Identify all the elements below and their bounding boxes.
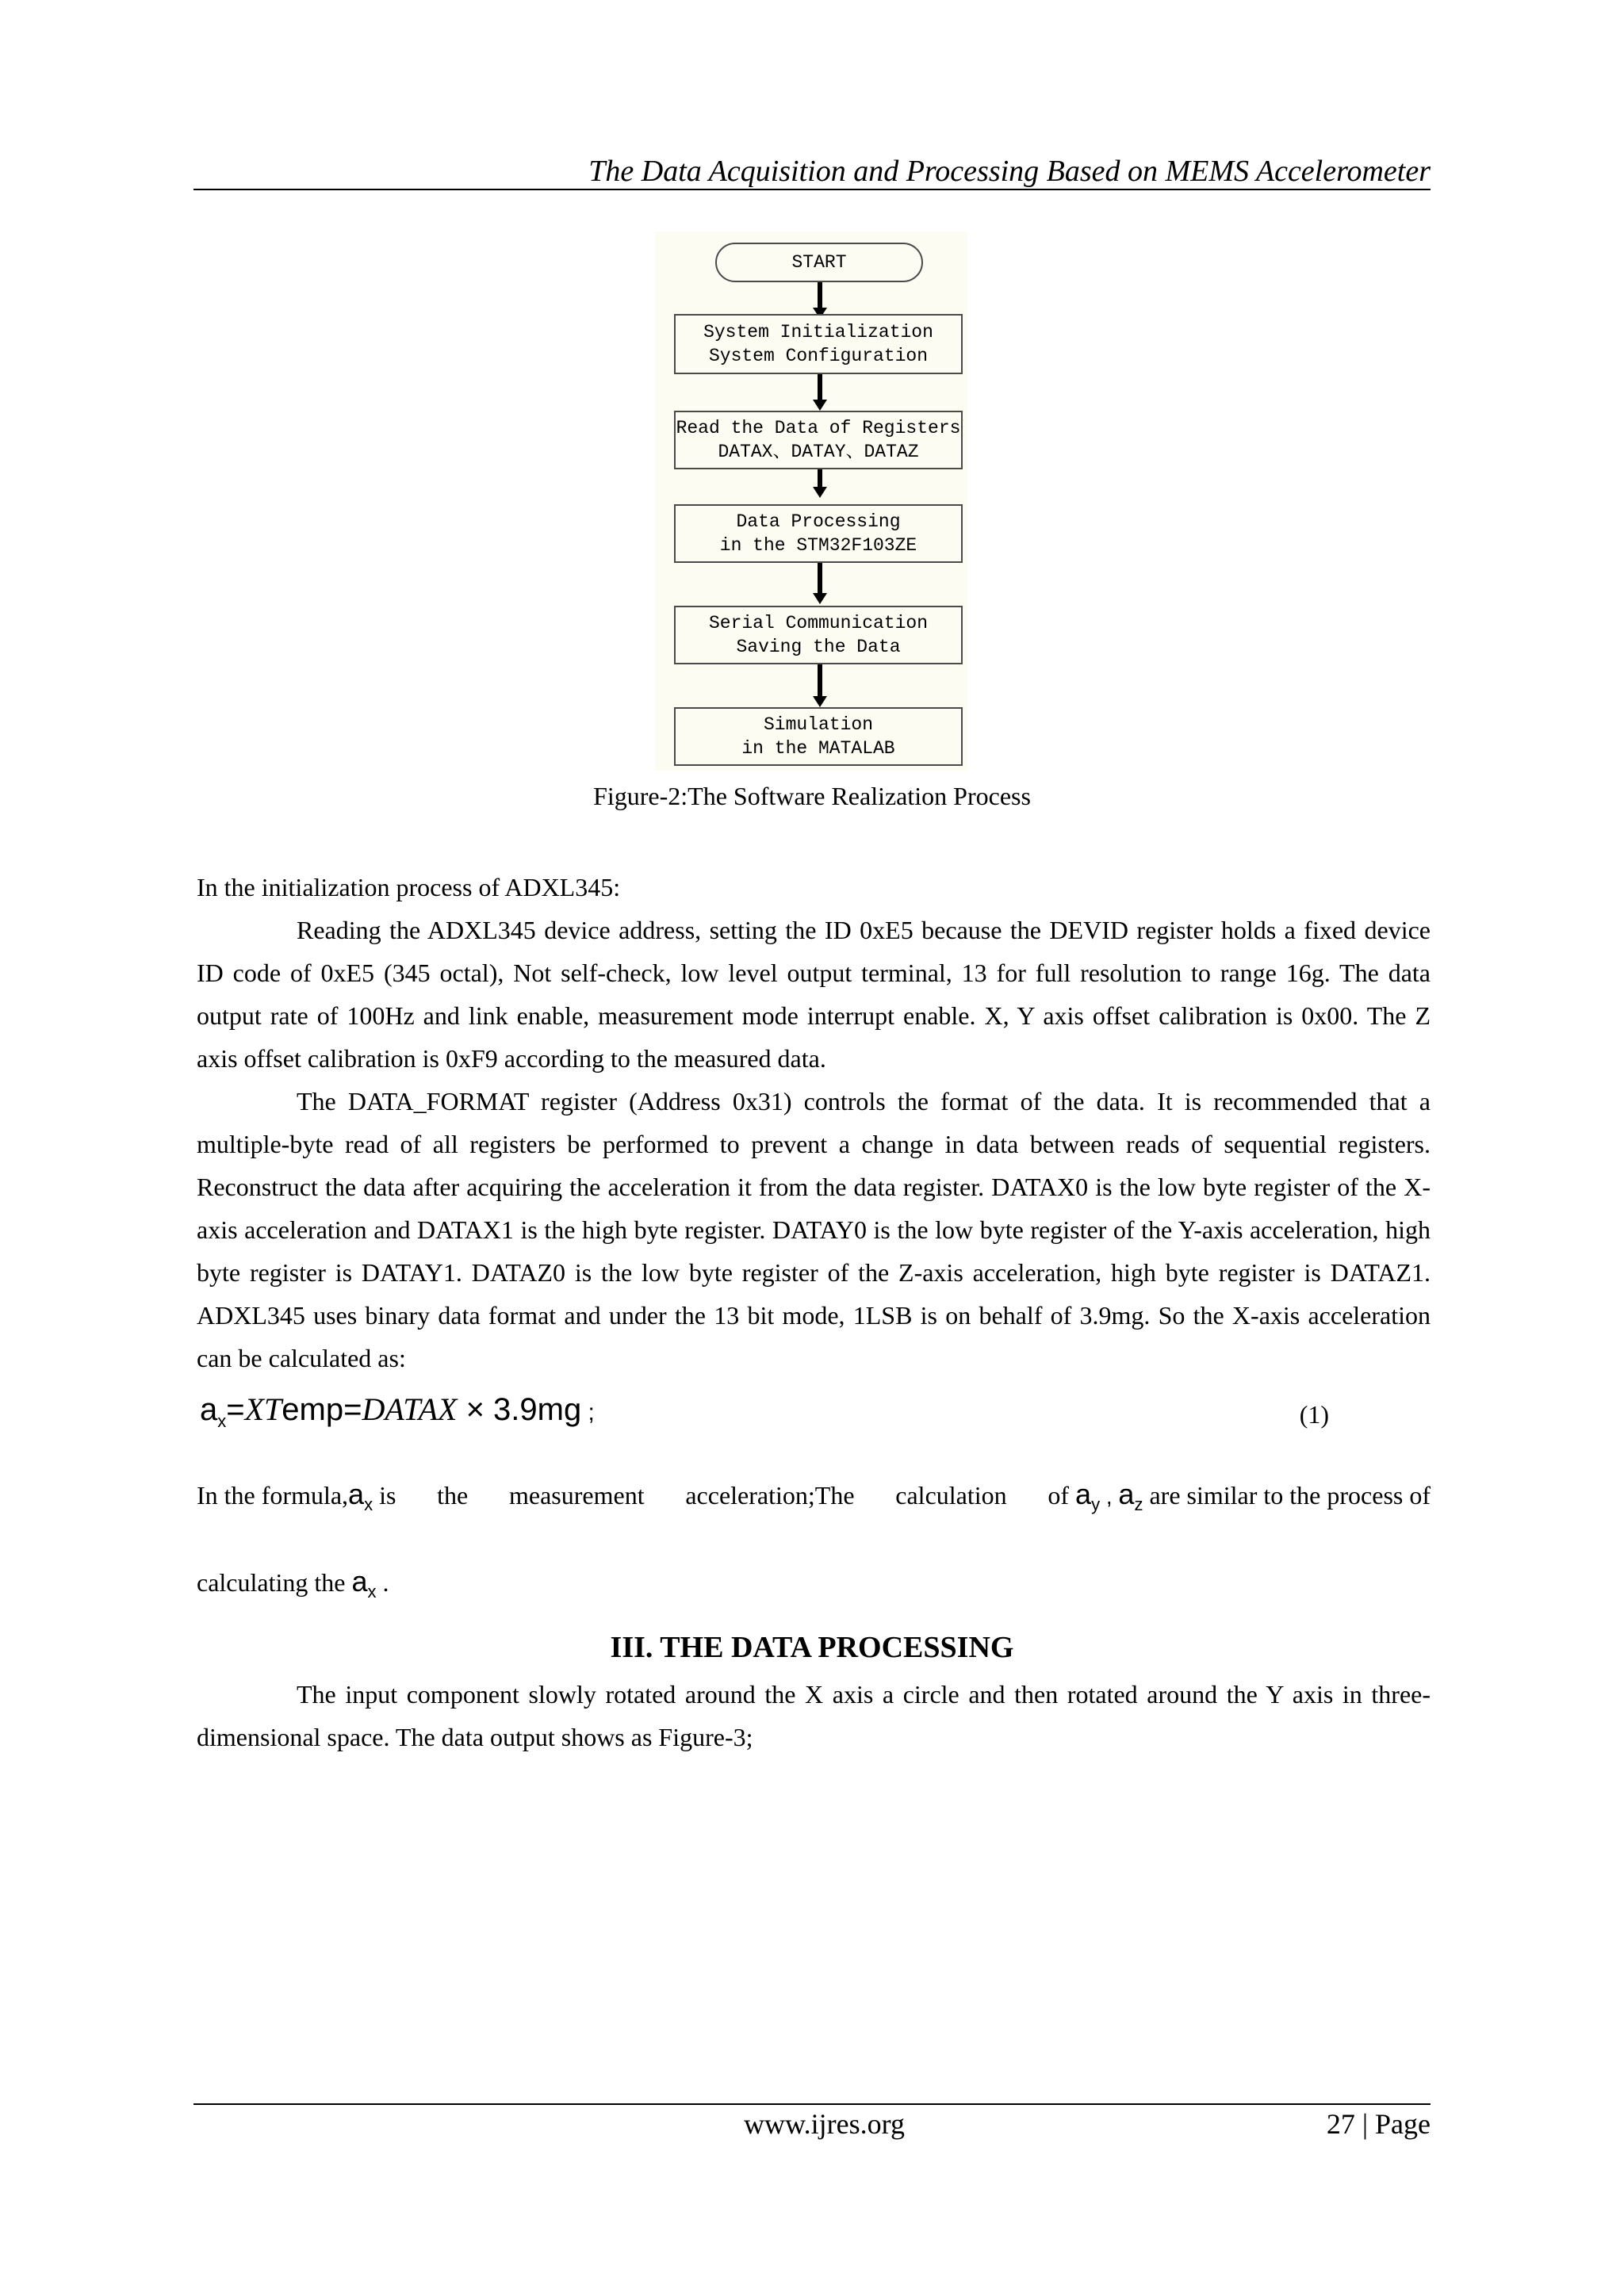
flow-step-read: [674, 411, 963, 469]
equation-number: (1): [1299, 1400, 1329, 1429]
flow-step-init: [674, 314, 963, 374]
flow-step-line: Read the Data of Registers: [676, 418, 961, 438]
equation-1: [200, 1391, 595, 1432]
section-body: [197, 1673, 1431, 1758]
eq-lhs-sub: x: [217, 1411, 227, 1431]
formula-sym-z: a: [1118, 1478, 1135, 1510]
flow-arrow: [818, 374, 822, 401]
formula-part1: In the formula,: [197, 1481, 349, 1510]
calc-text: calculating the: [197, 1568, 352, 1597]
eq-lhs: a: [200, 1392, 218, 1427]
flow-step-line: Saving the Data: [736, 637, 901, 657]
formula-sym-z-sub: z: [1134, 1494, 1143, 1515]
calc-sym-ax: [351, 1565, 377, 1602]
footer-rule: [193, 2103, 1431, 2105]
flow-start-label: START: [791, 252, 847, 273]
intro-paragraph: In the initialization process of ADXL345:: [197, 873, 621, 901]
flow-step-serial: [674, 606, 963, 664]
flow-step-simulation: [674, 707, 963, 766]
flow-step-line: Simulation: [763, 714, 874, 735]
flowchart: [655, 232, 967, 771]
flow-start-node: [715, 243, 923, 282]
eq-times: ×: [457, 1392, 494, 1427]
section-heading: III. THE DATA PROCESSING: [610, 1631, 1014, 1664]
formula-sym: a: [348, 1478, 365, 1510]
footer-page-number: 27 | Page: [1326, 2108, 1431, 2140]
init-paragraph: Reading the ADXL345 device address, setting the ID 0xE5 because the DEVID register holds a fixed device ID code of 0xE5 (345 octal), Not self-check, low level output terminal, 13 for full resolution to range 16g. The data output rate of 100Hz and link enable, measurement mode interrupt enable. X, Y axis offset calibration is 0x00. The Z axis offset calibration is 0xF9 according to the measured data.: [197, 916, 1431, 1073]
section-paragraph: The input component slowly rotated around the X axis a circle and then rotated around the Y axis in three-dimensional space. The data output shows as Figure-3;: [197, 1680, 1431, 1751]
formula-part3: are similar to the process of: [1149, 1481, 1431, 1510]
flow-step-line: System Configuration: [708, 346, 929, 366]
flow-step-line: DATAX、DATAY、DATAZ: [718, 442, 919, 462]
flow-step-line: Data Processing: [736, 511, 901, 532]
calc-end: .: [376, 1568, 389, 1597]
formula-sym-ax: [348, 1478, 373, 1515]
figure-caption: Figure-2:The Software Realization Process: [593, 782, 1031, 810]
flow-step-process: [674, 504, 963, 563]
footer-site: www.ijres.org: [744, 2108, 905, 2140]
body-text: [197, 866, 1431, 1380]
formula-sym-y-sub: y: [1091, 1494, 1101, 1515]
formula-sym-y: a: [1075, 1478, 1092, 1510]
eq-datax: DATAX: [362, 1391, 458, 1427]
eq-xtemp-italic: XT: [244, 1391, 282, 1427]
eq-value: 3.9mg: [493, 1392, 582, 1427]
flow-arrow: [818, 282, 822, 309]
formula-sym-sub: x: [364, 1494, 373, 1515]
flow-step-line: System Initialization: [703, 322, 933, 342]
calc-sym-sub: x: [367, 1582, 377, 1602]
flow-step-line: Serial Communication: [708, 613, 929, 633]
running-header: The Data Acquisition and Processing Based on MEMS Accelerometer: [588, 155, 1431, 188]
header-rule: [193, 189, 1431, 190]
formula-line: [197, 1478, 1431, 1515]
calc-sym: a: [351, 1565, 368, 1598]
eq-equals: =: [226, 1392, 245, 1427]
flow-arrow: [818, 664, 822, 698]
formula-comma: ,: [1100, 1484, 1119, 1509]
eq-end: ;: [581, 1399, 595, 1425]
eq-xtemp-rest: emp=: [282, 1392, 362, 1427]
format-paragraph: The DATA_FORMAT register (Address 0x31) controls the format of the data. It is recommended that a multiple-byte read of all registers be performed to prevent a change in data between reads of sequential registers. Reconstruct the data after acquiring the acceleration it from the data register. DATAX0 is the low byte register of the X-axis acceleration and DATAX1 is the high byte register. DATAY0 is the low byte register of the Y-axis acceleration, high byte register is DATAY1. DATAZ0 is the low byte register of the Z-axis acceleration, high byte register is DATAZ1. ADXL345 uses binary data format and under the 13 bit mode, 1LSB is on behalf of 3.9mg. So the X-axis acceleration can be calculated as:: [197, 1087, 1431, 1372]
flow-arrow: [818, 563, 822, 595]
formula-part2: is the measurement acceleration;The calculation of: [379, 1481, 1070, 1510]
flow-arrow: [818, 469, 822, 488]
flow-step-line: in the STM32F103ZE: [719, 535, 917, 556]
flow-step-line: in the MATALAB: [741, 738, 895, 759]
calc-line: [197, 1565, 1431, 1602]
formula-sym-ay-az: [1075, 1478, 1143, 1515]
